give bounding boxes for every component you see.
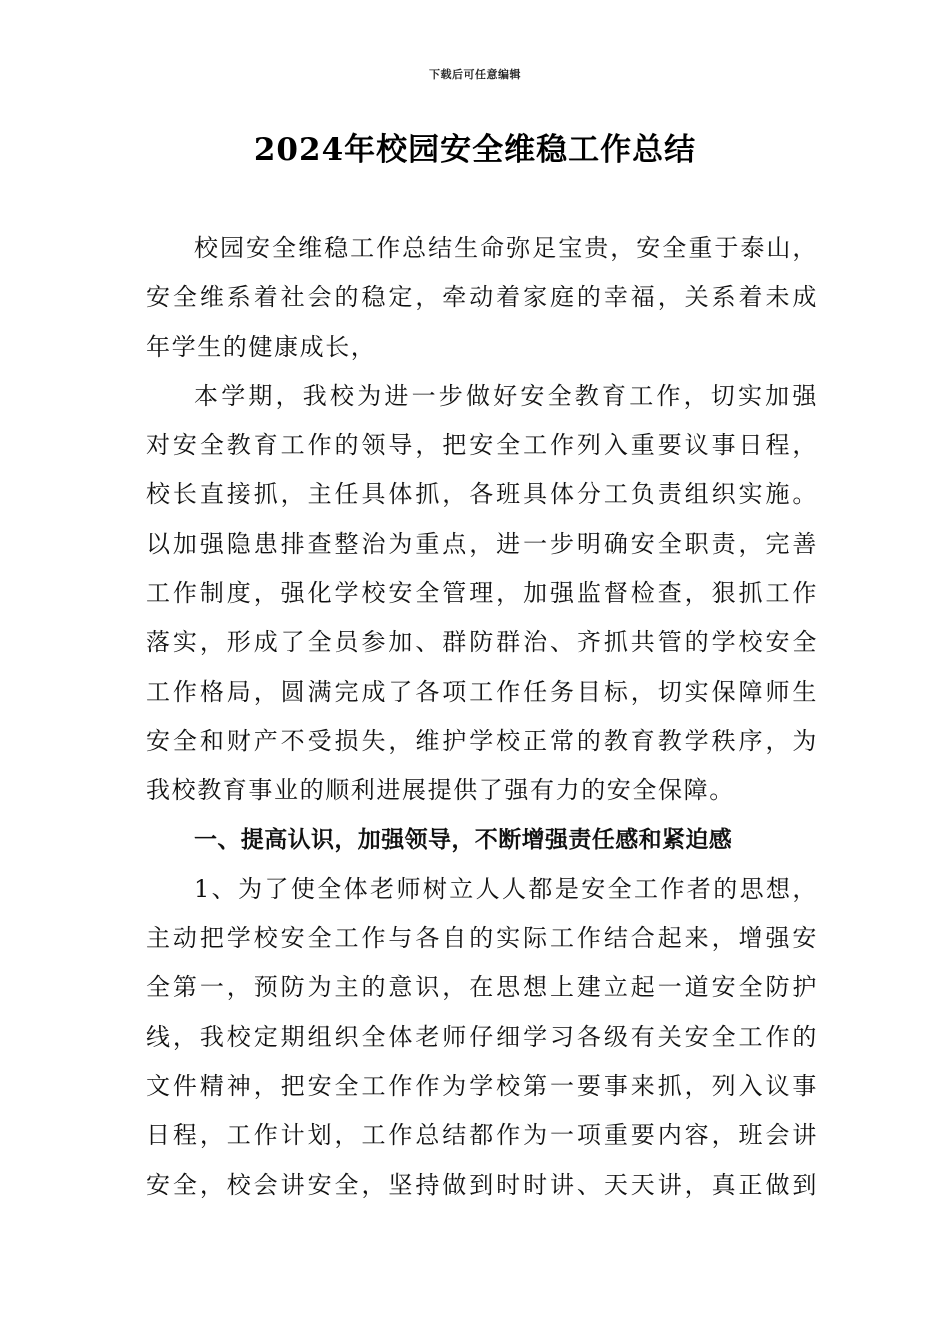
text-line: 年学生的健康成长， [146,332,377,361]
text-line: 安全，校会讲安全，坚持做到时时讲、天天讲，真正做到 [146,1170,818,1199]
text-line: 工作格局，圆满完成了各项工作任务目标，切实保障师生 [146,677,818,706]
text-line: 工作制度，强化学校安全管理，加强监督检查，狠抓工作 [146,579,818,608]
text-line: 本学期，我校为进一步做好安全教育工作，切实加强 [194,381,818,410]
header-note: 下载后可任意编辑 [429,68,521,81]
text-line: 1、为了使全体老师树立人人都是安全工作者的思想， [194,874,818,903]
text-line: 以加强隐患排查整治为重点，进一步明确安全职责，完善 [146,529,818,558]
text-line: 安全和财产不受损失，维护学校正常的教育教学秩序，为 [146,726,818,755]
text-line: 全第一，预防为主的意识，在思想上建立起一道安全防护 [146,973,818,1002]
text-line: 日程，工作计划，工作总结都作为一项重要内容，班会讲 [146,1121,818,1150]
document-body [146,224,818,1210]
text-line: 线，我校定期组织全体老师仔细学习各级有关安全工作的 [146,1022,818,1051]
text-line: 安全维系着社会的稳定，牵动着家庭的幸福，关系着未成 [146,283,818,312]
section-heading: 一、提高认识，加强领导，不断增强责任感和紧迫感 [194,826,733,853]
text-line: 落实，形成了全员参加、群防群治、齐抓共管的学校安全 [146,628,818,657]
document-title: 2024年校园安全维稳工作总结 [253,132,697,168]
text-line: 对安全教育工作的领导，把安全工作列入重要议事日程， [146,431,818,460]
text-line: 校长直接抓，主任具体抓，各班具体分工负责组织实施。 [146,480,818,509]
text-line: 我校教育事业的顺利进展提供了强有力的安全保障。 [146,776,735,805]
text-line: 主动把学校安全工作与各自的实际工作结合起来，增强安 [146,924,818,953]
text-line: 校园安全维稳工作总结生命弥足宝贵，安全重于泰山， [194,234,818,262]
text-line: 文件精神，把安全工作作为学校第一要事来抓，列入议事 [146,1072,818,1101]
